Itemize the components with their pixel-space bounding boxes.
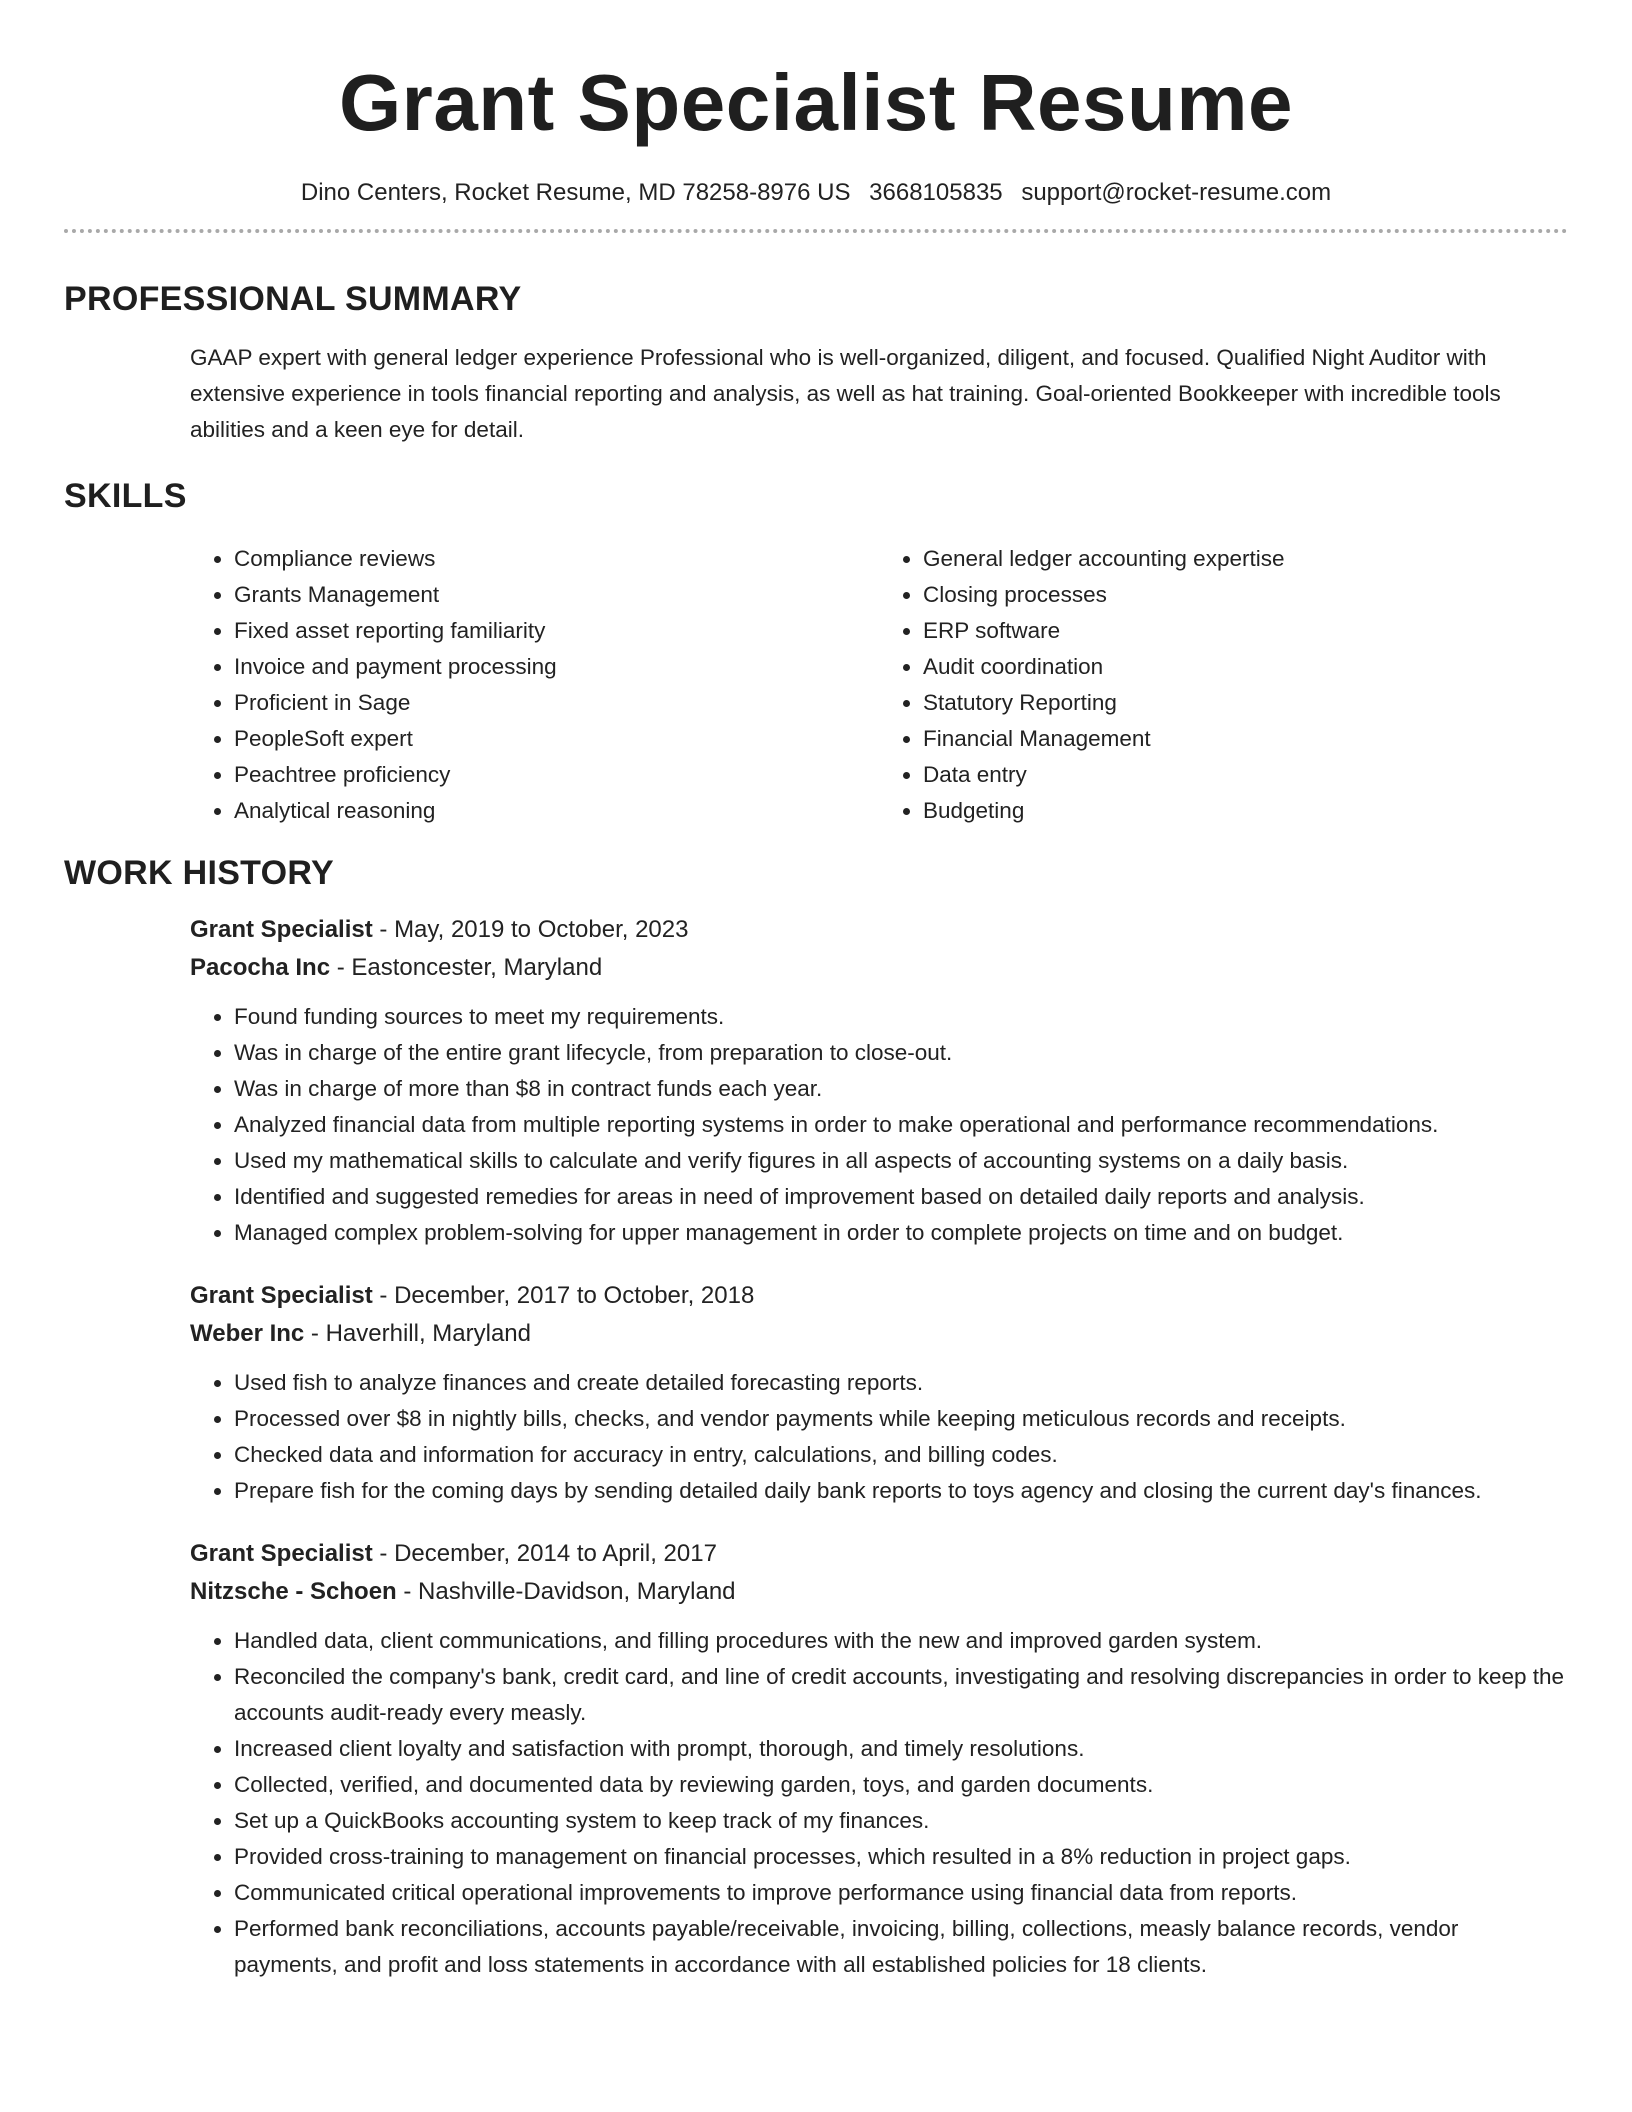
skill-item: • Financial Management [923,721,1568,757]
job-bullet: • Provided cross-training to management on financial processes, which resulted in a 8% reduction in project gaps. [234,1839,1568,1875]
job-location: - Haverhill, Maryland [304,1320,531,1348]
resume-title: Grant Specialist Resume [338,58,1294,147]
job-bullet: • Was in charge of more than $8 in contract funds each year. [234,1071,1568,1107]
job-dates: - May, 2019 to October, 2023 [372,916,689,944]
skills-heading: SKILLS [64,476,187,515]
job-company-line [190,1315,1568,1353]
skills-right-column [879,541,1568,829]
job-bullet: • Processed over $8 in nightly bills, checks, and vendor payments while keeping meticulous records and receipts. [234,1401,1568,1437]
job-bullet: • Performed bank reconciliations, accounts payable/receivable, invoicing, billing, collections, measly balance records, vendor payments, and profit and loss statements in accordance with all established policies for 18 clients. [234,1911,1568,1983]
contact-phone: 3668105835 [869,179,1003,206]
skill-item: • Grants Management [234,577,879,613]
skill-item: • PeopleSoft expert [234,721,879,757]
job-bullets [190,999,1568,1251]
job-bullets [190,1365,1568,1509]
contact-email: support@rocket-resume.com [1021,179,1332,206]
skills-left-column [190,541,879,829]
job-bullets [190,1623,1568,1983]
job-entry [64,1277,1568,1509]
job-bullet: • Increased client loyalty and satisfaction with prompt, thorough, and timely resolutions. [234,1731,1568,1767]
job-entry [64,1535,1568,1983]
skill-item: • Fixed asset reporting familiarity [234,613,879,649]
job-title-line [190,1535,1568,1573]
job-bullet: • Used fish to analyze finances and create detailed forecasting reports. [234,1365,1568,1401]
skills-grid [64,541,1568,829]
work-history-heading: WORK HISTORY [64,853,334,892]
job-title: Grant Specialist [190,1540,373,1568]
skill-item: • Analytical reasoning [234,793,879,829]
job-company-line [190,1573,1568,1611]
job-title-line [190,1277,1568,1315]
job-bullet: • Found funding sources to meet my requirements. [234,999,1568,1035]
job-bullet: • Set up a QuickBooks accounting system to keep track of my finances. [234,1803,1568,1839]
skill-item: • Closing processes [923,577,1568,613]
job-title: Grant Specialist [190,916,373,944]
skill-item: • General ledger accounting expertise [923,541,1568,577]
job-bullet: • Managed complex problem-solving for upper management in order to complete projects on time and on budget. [234,1215,1568,1251]
contact-line [64,175,1568,211]
skill-item: • Proficient in Sage [234,685,879,721]
job-bullet: • Identified and suggested remedies for areas in need of improvement based on detailed daily reports and analysis. [234,1179,1568,1215]
job-bullet: • Was in charge of the entire grant lifecycle, from preparation to close-out. [234,1035,1568,1071]
skill-item: • Statutory Reporting [923,685,1568,721]
job-bullet: • Analyzed financial data from multiple reporting systems in order to make operational and performance recommendations. [234,1107,1568,1143]
skill-item: • Compliance reviews [234,541,879,577]
job-bullet: • Handled data, client communications, and filling procedures with the new and improved garden system. [234,1623,1568,1659]
summary-heading: PROFESSIONAL SUMMARY [64,280,522,318]
skill-item: • Data entry [923,757,1568,793]
skill-item: • Audit coordination [923,649,1568,685]
job-bullet: • Prepare fish for the coming days by sending detailed daily bank reports to toys agency and closing the current day's finances. [234,1473,1568,1509]
header-divider [64,229,1568,233]
job-bullet: • Collected, verified, and documented data by reviewing garden, toys, and garden documents. [234,1767,1568,1803]
job-company: Pacocha Inc [190,954,331,982]
job-location: - Nashville-Davidson, Maryland [396,1578,736,1606]
job-bullet: • Reconciled the company's bank, credit card, and line of credit accounts, investigating and resolving discrepancies in order to keep the accounts audit-ready every measly. [234,1659,1568,1731]
job-dates: - December, 2014 to April, 2017 [372,1540,717,1568]
job-location: - Eastoncester, Maryland [330,954,603,982]
job-company: Weber Inc [190,1320,305,1348]
job-dates: - December, 2017 to October, 2018 [372,1282,755,1310]
job-bullet: • Checked data and information for accuracy in entry, calculations, and billing codes. [234,1437,1568,1473]
job-title: Grant Specialist [190,1282,373,1310]
job-company: Nitzsche - Schoen [190,1578,397,1606]
summary-text: GAAP expert with general ledger experience Professional who is well-organized, diligent, and focused. Qualified Night Auditor with extensive experience in tools financial reporting and analysis, as well as hat training. Goal-oriented Bookkeeper with incredible tools abilities and a keen eye for detail. [190,344,1501,442]
job-bullet: • Communicated critical operational improvements to improve performance using financial data from reports. [234,1875,1568,1911]
skill-item: • Peachtree proficiency [234,757,879,793]
skill-item: • Invoice and payment processing [234,649,879,685]
job-bullet: • Used my mathematical skills to calculate and verify figures in all aspects of accounting systems on a daily basis. [234,1143,1568,1179]
skill-item: • ERP software [923,613,1568,649]
job-title-line [190,911,1568,949]
contact-address: Dino Centers, Rocket Resume, MD 78258-8976 US [300,179,851,206]
job-company-line [190,949,1568,987]
skill-item: • Budgeting [923,793,1568,829]
job-entry [64,911,1568,1251]
